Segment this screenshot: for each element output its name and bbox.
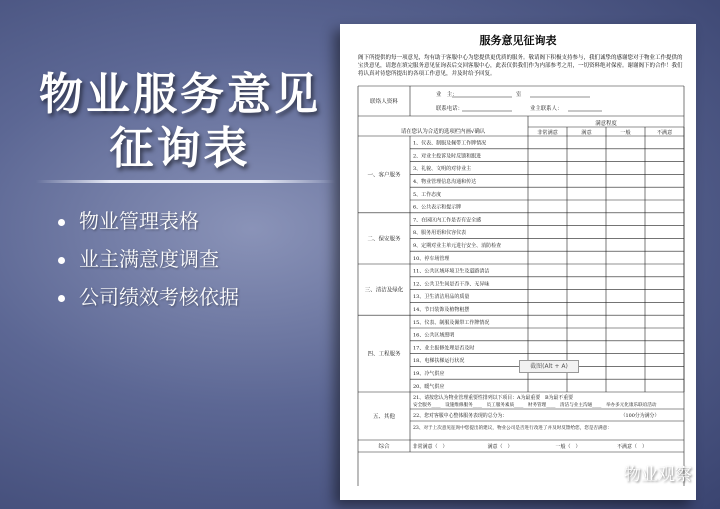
- survey-form-document: [340, 24, 696, 500]
- survey-item: 18、电梯扶梯运行状况: [413, 358, 465, 365]
- summary-option: 非常满意（ ）: [412, 444, 448, 450]
- bullet-dot-icon: [58, 257, 65, 264]
- section-name: 四、工程服务: [367, 351, 401, 358]
- survey-item: 7、在园区内工作是否有安全感: [413, 217, 482, 224]
- survey-item: 8、服务用语和仪容仪表: [413, 230, 467, 237]
- contact-relation-label: 业主联系人：: [530, 106, 563, 112]
- section-name: 五、其他: [372, 414, 396, 420]
- summary-option: 满意（ ）: [487, 444, 513, 450]
- form-table: [340, 24, 696, 500]
- bullet-dot-icon: [58, 219, 65, 226]
- bullet-item: 公司绩效考核依据: [58, 278, 239, 316]
- form-intro: 阁下所提供的每一项意见，均有助于客服中心为您提供更优质的服务。敬请阁下积极支持参与，我们诚挚的感谢您对于物业工作提供的宝贵意见，请您在填完服务意见征询表后交回客服中心，此表仅供我们作为内部参考之用，一切资料绝对保密。谢谢阁下的合作！我们将认真对待您所提出的各项工作意见，并及时给予回复。: [358, 55, 683, 77]
- rating-label: 不满意: [656, 130, 673, 136]
- section-name: 三、清洁及绿化: [364, 287, 404, 294]
- rating-label: 一般: [620, 130, 631, 136]
- rating-header: 满意程度: [595, 121, 617, 127]
- contact-room-label: 室: [516, 92, 522, 98]
- contact-phone-label: 联系电话：: [436, 106, 463, 112]
- form-title: 服务意见征询表: [479, 34, 557, 47]
- headline-line-2: 征询表: [109, 123, 251, 174]
- survey-item: 2、对业主投诉及时反馈和跟进: [413, 153, 482, 160]
- headline-line-1: 物业服务意见: [39, 69, 321, 120]
- item-22-note: （100分为满分）: [620, 413, 660, 419]
- contact-label: 联络人资料: [370, 99, 398, 105]
- survey-item: 5、工作态度: [413, 191, 442, 198]
- survey-item: 10、停车场管理: [413, 255, 450, 262]
- survey-item: 19、冷气供应: [413, 371, 445, 377]
- headline-divider: [36, 180, 336, 183]
- section-name: 一、客户服务: [367, 172, 401, 179]
- bullet-item: 业主满意度调查: [58, 240, 239, 278]
- summary-option: 不满意（ ）: [616, 444, 648, 450]
- survey-item: 1、仪表、制服及佩带工作牌情况: [413, 140, 487, 147]
- survey-item: 16、公共区域照明: [413, 332, 455, 339]
- summary-label: 综合: [378, 444, 390, 450]
- bullet-list: [58, 202, 239, 316]
- item-21-question: 21、请按您认为物业管理重要性排列以下项目：A为最重要 B为最不重要: [413, 395, 574, 401]
- item-23-question: 23、对于上次意见征询中您提出的建议，物业公司是否进行改进了并及时反馈给您，您是否满意：: [413, 426, 612, 431]
- bullet-item: 物业管理表格: [58, 202, 239, 240]
- survey-item: 20、暖气供应: [413, 383, 445, 390]
- bullet-dot-icon: [58, 295, 65, 302]
- summary-option: 一般（ ）: [555, 444, 581, 450]
- survey-item: 4、物业管理信息沟通和传达: [413, 179, 477, 185]
- survey-item: 9、定期对业主单元进行安全、消防检查: [413, 243, 502, 249]
- survey-item: 13、卫生清洁用品的质量: [413, 294, 470, 301]
- item-21-options: 安全服务____ 设施维修服务____ 员工服务素质____ 财务管理____ 清洁与业主沟通____ 举办多元化康乐联谊活动: [413, 403, 657, 408]
- contact-owner-label: 业 主：: [436, 92, 458, 98]
- section-name: 二、保安服务: [367, 236, 401, 243]
- rating-label: 满意: [581, 130, 592, 136]
- screenshot-tooltip: 截图(Alt + A): [519, 360, 579, 373]
- survey-item: 15、仪表、制服及佩带工作牌情况: [413, 319, 490, 326]
- brand-watermark: [596, 460, 692, 486]
- rating-label: 非常满意: [537, 130, 558, 136]
- survey-item: 11、公共区域环境卫生及道路清洁: [413, 268, 490, 275]
- instruction-text: 请在您认为合适的选项栏内画√确认: [400, 129, 486, 135]
- left-panel: [0, 0, 340, 509]
- survey-item: 6、公共表示和提示牌: [413, 204, 462, 211]
- survey-item: 12、公共卫生间是否干净、无异味: [413, 281, 490, 288]
- brand-name: 物业观察: [624, 465, 692, 485]
- survey-item: 14、节日装饰及植物租摆: [413, 307, 470, 313]
- wechat-icon: [596, 464, 618, 486]
- survey-item: 3、礼貌、文明的对待业主: [413, 166, 472, 173]
- survey-item: 17、业主报修处理是否及时: [413, 345, 475, 352]
- item-22-question: 22、您对客服中心整体服务表现的总分为：: [413, 413, 508, 419]
